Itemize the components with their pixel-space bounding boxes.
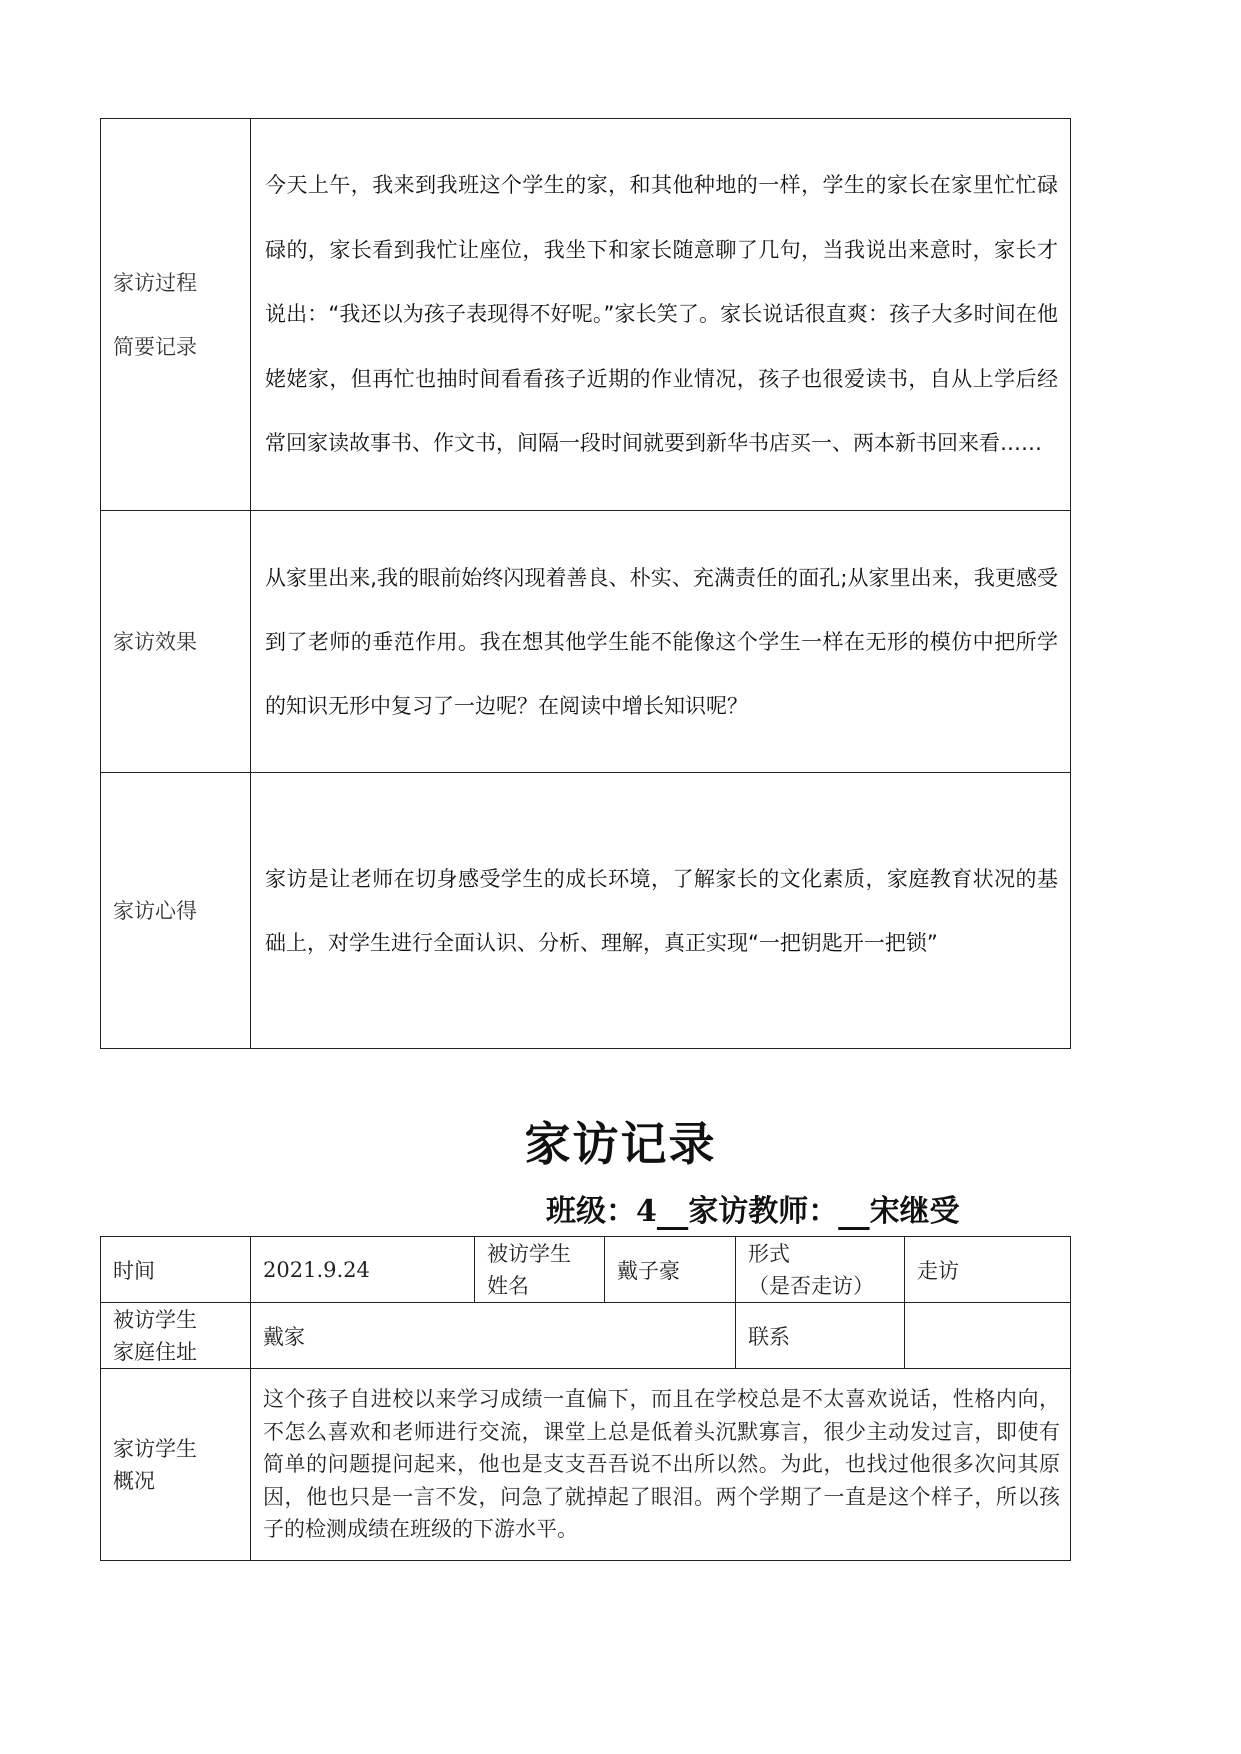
student-name-value: 戴子豪 — [605, 1237, 736, 1303]
record-subtitle — [546, 1186, 960, 1230]
effect-row — [101, 511, 1071, 773]
effect-text: 从家里出来,我的眼前始终闪现着善良、朴实、充满责任的面孔;从家里出来，我更感受到了老师的垂范作用。我在想其他学生能不能像这个学生一样在无形的模仿中把所学的知识无形中复习了一边呢？在阅读中增长知识呢？ — [251, 511, 1071, 773]
student-name-label: 被访学生 姓名 — [475, 1237, 605, 1303]
overview-label: 家访学生 概况 — [101, 1369, 251, 1561]
time-value: 2021.9.24 — [251, 1237, 475, 1303]
time-label: 时间 — [101, 1237, 251, 1303]
process-label: 家访过程 简要记录 — [101, 119, 251, 511]
form-label: 形式 （是否走访） — [736, 1237, 905, 1303]
form-value: 走访 — [905, 1237, 1071, 1303]
contact-value — [905, 1303, 1071, 1369]
time-row — [101, 1237, 1071, 1303]
home-visit-record-table — [100, 1236, 1071, 1561]
process-row — [101, 119, 1071, 511]
class-label: 班级：4 — [546, 1194, 657, 1229]
teacher-label: 家访教师： — [688, 1194, 839, 1229]
insight-text: 家访是让老师在切身感受学生的成长环境，了解家长的文化素质，家庭教育状况的基础上，对学生进行全面认识、分析、理解，真正实现“一把钥匙开一把锁” — [251, 773, 1071, 1049]
insight-label: 家访心得 — [101, 773, 251, 1049]
process-text: 今天上午，我来到我班这个学生的家，和其他种地的一样，学生的家长在家里忙忙碌碌的，家长看到我忙让座位，我坐下和家长随意聊了几句，当我说出来意时，家长才说出：“我还以为孩子表现得不好呢。”家长笑了。家长说话很直爽：孩子大多时间在他姥姥家，但再忙也抽时间看看孩子近期的作业情况，孩子也很爱读书，自从上学后经常回家读故事书、作文书，间隔一段时间就要到新华书店买一、两本新书回来看…… — [251, 119, 1071, 511]
address-label: 被访学生 家庭住址 — [101, 1303, 251, 1369]
teacher-name: 宋继受 — [869, 1194, 960, 1229]
home-visit-detail-table — [100, 118, 1071, 1049]
address-row — [101, 1303, 1071, 1369]
address-value: 戴家 — [251, 1303, 736, 1369]
overview-row — [101, 1369, 1071, 1561]
effect-label: 家访效果 — [101, 511, 251, 773]
overview-text: 这个孩子自进校以来学习成绩一直偏下，而且在学校总是不太喜欢说话，性格内向，不怎么喜欢和老师进行交流，课堂上总是低着头沉默寡言，很少主动发过言，即使有简单的问题提问起来，他也是支支吾吾说不出所以然。为此，也找过他很多次问其原因，他也只是一言不发，问急了就掉起了眼泪。两个学期了一直是这个样子，所以孩子的检测成绩在班级的下游水平。 — [251, 1369, 1071, 1561]
insight-row — [101, 773, 1071, 1049]
page-title: 家访记录 — [524, 1117, 717, 1171]
contact-label: 联系 — [736, 1303, 905, 1369]
